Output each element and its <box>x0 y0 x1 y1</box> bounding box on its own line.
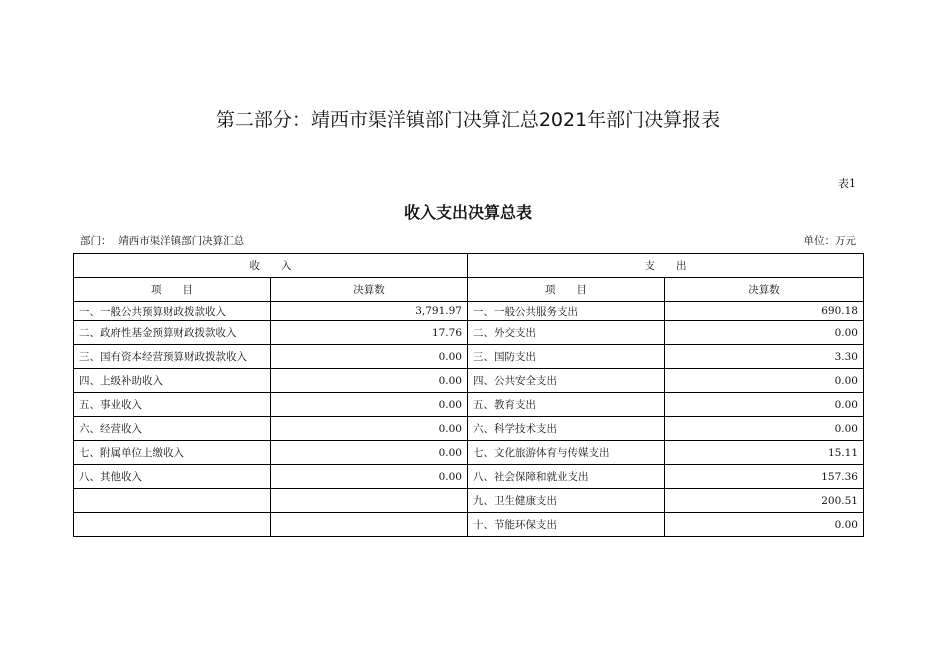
income-amount <box>271 513 468 537</box>
expense-amount: 690.18 <box>665 302 864 321</box>
expense-amount: 0.00 <box>665 417 864 441</box>
expense-item: 五、教育支出 <box>468 393 665 417</box>
expense-amount: 15.11 <box>665 441 864 465</box>
income-amount: 0.00 <box>271 417 468 441</box>
table-row <box>74 369 864 393</box>
expense-amount: 200.51 <box>665 489 864 513</box>
income-item: 八、其他收入 <box>74 465 271 489</box>
expense-amount-header: 决算数 <box>665 278 864 302</box>
income-item: 六、经营收入 <box>74 417 271 441</box>
department-label: 部门： <box>80 235 112 247</box>
income-amount: 0.00 <box>271 369 468 393</box>
table-number: 表1 <box>838 177 856 190</box>
summary-table <box>73 253 864 537</box>
expense-item: 三、国防支出 <box>468 345 665 369</box>
expense-amount: 0.00 <box>665 393 864 417</box>
income-amount: 0.00 <box>271 345 468 369</box>
income-item <box>74 513 271 537</box>
expense-header: 支 出 <box>468 254 864 278</box>
expense-item: 十、节能环保支出 <box>468 513 665 537</box>
income-item: 一、一般公共预算财政拨款收入 <box>74 302 271 321</box>
department-line <box>80 233 244 248</box>
table-row <box>74 302 864 321</box>
expense-item: 四、公共安全支出 <box>468 369 665 393</box>
table-row <box>74 345 864 369</box>
income-item: 三、国有资本经营预算财政拨款收入 <box>74 345 271 369</box>
table-row <box>74 513 864 537</box>
income-item: 七、附属单位上缴收入 <box>74 441 271 465</box>
table-row <box>74 465 864 489</box>
expense-item: 一、一般公共服务支出 <box>468 302 665 321</box>
income-item-header: 项 目 <box>74 278 271 302</box>
table-row <box>74 321 864 345</box>
income-amount: 0.00 <box>271 441 468 465</box>
expense-item: 八、社会保障和就业支出 <box>468 465 665 489</box>
expense-amount: 0.00 <box>665 369 864 393</box>
income-item: 四、上级补助收入 <box>74 369 271 393</box>
income-item: 二、政府性基金预算财政拨款收入 <box>74 321 271 345</box>
table-row <box>74 393 864 417</box>
expense-amount: 0.00 <box>665 321 864 345</box>
income-amount: 0.00 <box>271 393 468 417</box>
table-row <box>74 489 864 513</box>
income-header: 收 入 <box>74 254 468 278</box>
income-amount: 3,791.97 <box>271 302 468 321</box>
page-title: 第二部分：靖西市渠洋镇部门决算汇总2021年部门决算报表 <box>215 109 721 131</box>
expense-amount: 0.00 <box>665 513 864 537</box>
income-amount <box>271 489 468 513</box>
expense-item: 七、文化旅游体育与传媒支出 <box>468 441 665 465</box>
income-amount: 17.76 <box>271 321 468 345</box>
expense-item: 二、外交支出 <box>468 321 665 345</box>
expense-item-header: 项 目 <box>468 278 665 302</box>
expense-item: 九、卫生健康支出 <box>468 489 665 513</box>
table-title: 收入支出决算总表 <box>403 203 532 222</box>
table-row <box>74 441 864 465</box>
expense-amount: 157.36 <box>665 465 864 489</box>
income-amount-header: 决算数 <box>271 278 468 302</box>
income-item <box>74 489 271 513</box>
expense-item: 六、科学技术支出 <box>468 417 665 441</box>
department-value: 靖西市渠洋镇部门决算汇总 <box>118 235 245 247</box>
table-row <box>74 417 864 441</box>
income-amount: 0.00 <box>271 465 468 489</box>
income-item: 五、事业收入 <box>74 393 271 417</box>
unit-label: 单位：万元 <box>803 235 856 247</box>
expense-amount: 3.30 <box>665 345 864 369</box>
